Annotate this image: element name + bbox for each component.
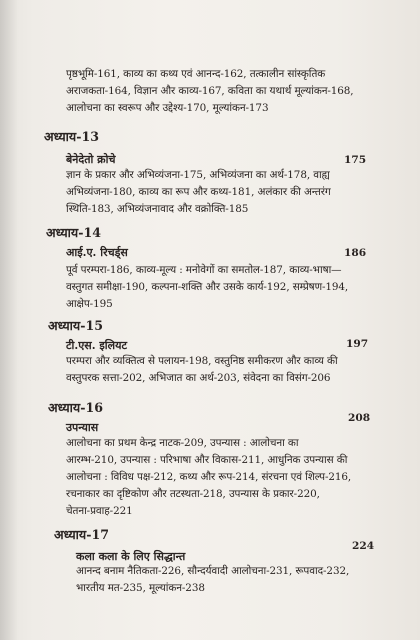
page-gutter-shadow (0, 0, 18, 640)
topic-line: आक्षेप-195 (66, 298, 113, 310)
chapter-title: आई.ए. रिचर्ड्स (66, 246, 128, 259)
chapter-title: बेनेदेतो क्रोचे (66, 153, 116, 166)
chapter-page-number: 208 (348, 412, 371, 424)
intro-line: आलोचना का स्वरूप और उद्देश्य-170, मूल्यांकन-173 (66, 102, 269, 114)
chapter-title: उपन्यास (66, 421, 99, 434)
topic-line: ज्ञान के प्रकार और अभिव्यंजना-175, अभिव्यंजना का अर्थ-178, वाह्य (66, 169, 330, 181)
chapter-topics (66, 262, 348, 313)
topic-line: चेतना-प्रवाह-221 (66, 505, 133, 517)
intro-line: अराजकता-164, विज्ञान और काव्य-167, कविता का यथार्थ मूल्यांकन-168, (66, 85, 354, 97)
topic-line: परम्परा और व्यक्तित्व से पलायन-198, वस्तुनिष्ठ समीकरण और काव्य की (66, 355, 338, 367)
topic-line: आलोचना : विविध पक्ष-212, कथ्य और रूप-214, संरचना एवं शिल्प-216, (66, 471, 352, 483)
topic-line: आरम्भ-210, उपन्यास : परिभाषा और विकास-211, आधुनिक उपन्यास की (66, 454, 348, 466)
intro-line: पृष्ठभूमि-161, काव्य का कथ्य एवं आनन्द-162, तत्कालीन सांस्कृतिक (66, 68, 326, 80)
topic-line: पूर्व परम्परा-186, काव्य-मूल्य : मनोवेगों का समतोल-187, काव्य-भाषा— (66, 264, 342, 276)
chapter-topics (66, 167, 331, 218)
topic-line: वस्तुपरक सत्ता-202, अभिजात का अर्थ-203, संवेदना का विसंग-206 (66, 372, 331, 384)
chapter-page-number: 186 (344, 247, 367, 259)
chapter-page-number: 197 (346, 338, 369, 350)
chapter-title: टी.एस. इलियट (66, 339, 128, 352)
chapter-topics (66, 353, 338, 387)
chapter-heading: अध्याय-16 (48, 400, 103, 415)
chapter-heading: अध्याय-13 (44, 129, 99, 144)
chapter-title: कला कला के लिए सिद्धान्त (76, 550, 186, 563)
chapter-heading: अध्याय-14 (46, 225, 101, 240)
topic-line: भारतीय मत-235, मूल्यांकन-238 (76, 582, 205, 594)
topic-line: अभिव्यंजना-180, काव्य का रूप और कथ्य-181, अलंकार की अन्तरंग (66, 186, 331, 198)
topic-line: आनन्द बनाम नैतिकता-226, सौन्दर्यवादी आलोचना-231, रूपवाद-232, (76, 565, 350, 577)
topic-line: स्थिति-183, अभिव्यंजनावाद और वक्रोक्ति-185 (66, 203, 249, 215)
chapter-topics (76, 563, 349, 597)
topic-line: आलोचना का प्रथम केन्द्र नाटक-209, उपन्यास : आलोचना का (66, 437, 299, 449)
chapter-page-number: 224 (352, 540, 375, 552)
intro-paragraph (66, 66, 354, 117)
topic-line: वस्तुगत समीक्षा-190, कल्पना-शक्ति और उसके कार्य-192, सम्प्रेषण-194, (66, 281, 349, 293)
chapter-heading: अध्याय-17 (54, 527, 109, 542)
chapter-topics (66, 435, 351, 520)
chapter-heading: अध्याय-15 (48, 318, 103, 333)
chapter-page-number: 175 (344, 154, 367, 166)
topic-line: रचनाकार का दृष्टिकोण और तटस्थता-218, उपन्यास के प्रकार-220, (66, 488, 320, 500)
